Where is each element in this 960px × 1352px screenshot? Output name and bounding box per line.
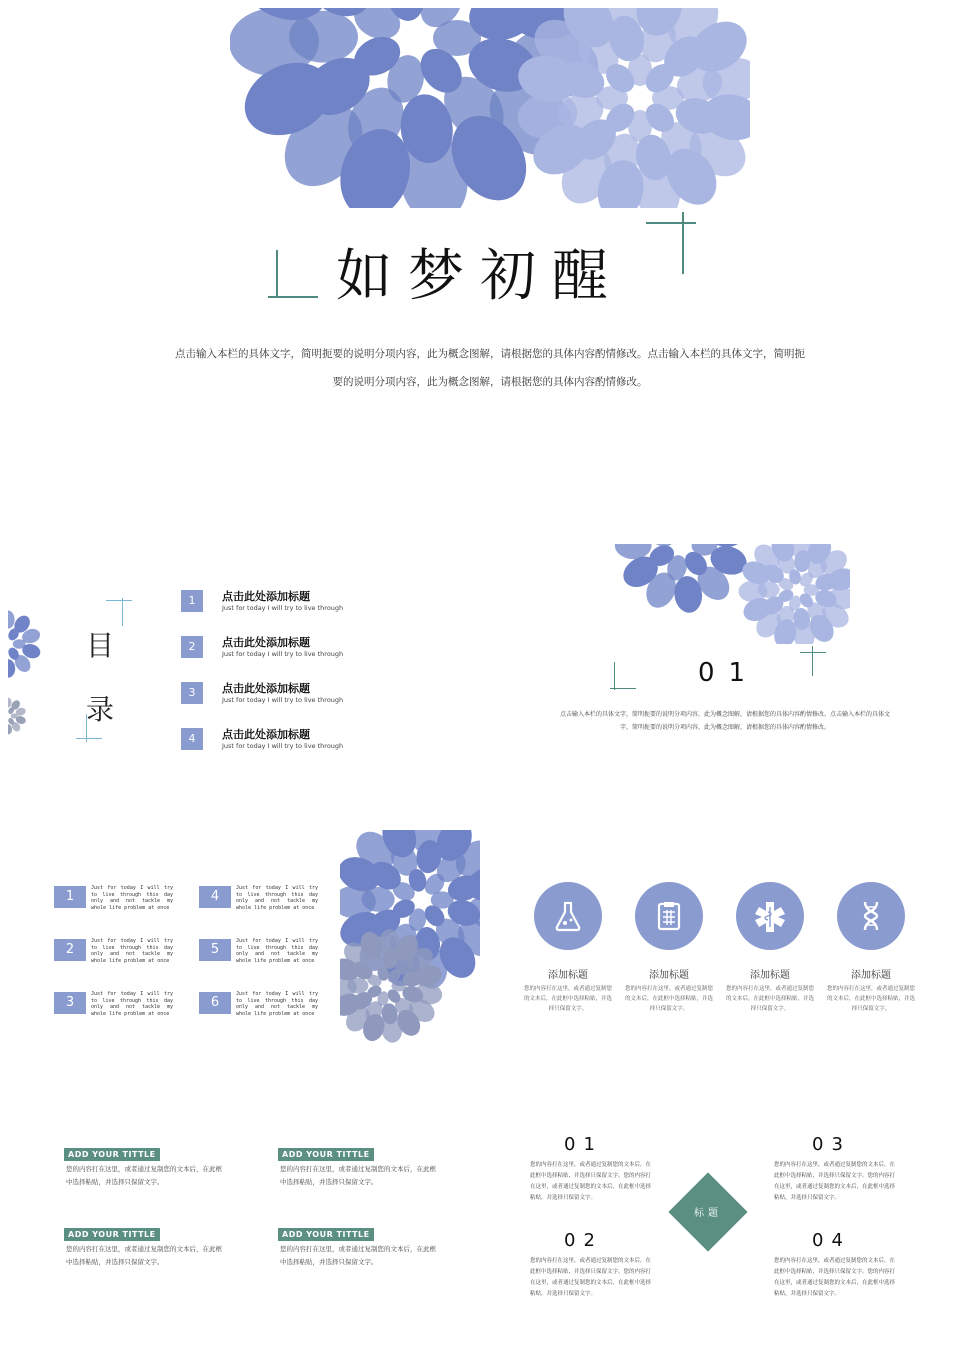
icons-slide (490, 830, 960, 1050)
icon-text: 您的内容打在这里，或者通过复制您的文本后，在此框中选择粘贴，并选择只保留文字。 (523, 986, 612, 1012)
grid-slide (0, 830, 480, 1050)
grid-number: 4 (199, 886, 231, 908)
toc-number: 3 (181, 682, 203, 704)
grid-text: Just for today I will try to live through this day only and not tackle my whole life problem at once (91, 885, 173, 911)
diamond-item-number: 02 (564, 1230, 603, 1251)
section-slide (490, 540, 960, 780)
grid-text: Just for today I will try to live through this day only and not tackle my whole life problem at once (236, 991, 318, 1017)
toc-number: 2 (181, 636, 203, 658)
section-number: 01 (698, 658, 760, 688)
corner-line (646, 222, 696, 224)
flower-petal (8, 697, 12, 707)
toc-number: 1 (181, 590, 203, 612)
icon-label: 添加标题 (548, 970, 588, 981)
icon-text: 您的内容打在这里，或者通过复制您的文本后，在此框中选择粘贴，并选择只保留文字。 (826, 986, 915, 1012)
toc-heading-bottom: 录 (86, 693, 115, 726)
diamond-item-text: 您的内容打在这里，或者通过复制您的文本后，在此框中选择粘贴，并选择只保留文字。您的内容打在这里，或者通过复制您的文本后，在此框中选择粘贴，并选择只保留文字。 (774, 1162, 896, 1201)
icon-circle (736, 882, 804, 950)
grid-number: 6 (199, 992, 231, 1014)
clipboard-icon (652, 899, 686, 933)
dna-icon (854, 899, 888, 933)
toc-item-subtitle: Just for today I will try to live through (222, 742, 344, 750)
tag-text: 您的内容打在这里，或者通过复制您的文本后，在此框中选择粘贴，并选择只保留文字。 (66, 1245, 222, 1266)
toc-item-subtitle: Just for today I will try to live through (222, 650, 344, 658)
icon-circle (635, 882, 703, 950)
icon-circle (837, 882, 905, 950)
toc-number: 4 (181, 728, 203, 750)
grid-number: 5 (199, 939, 231, 961)
diamond-item-number: 03 (812, 1134, 851, 1155)
grid-text: Just for today I will try to live through this day only and not tackle my whole life problem at once (236, 938, 318, 964)
tag-text: 您的内容打在这里，或者通过复制您的文本后，在此框中选择粘贴，并选择只保留文字。 (280, 1165, 436, 1186)
grid-number: 3 (54, 992, 86, 1014)
icon-text: 您的内容打在这里，或者通过复制您的文本后，在此框中选择粘贴，并选择只保留文字。 (624, 986, 713, 1012)
toc-item-subtitle: Just for today I will try to live through (222, 696, 344, 704)
icon-label: 添加标题 (750, 970, 790, 981)
toc-item-title: 点击此处添加标题 (222, 682, 310, 695)
medical-icon (753, 899, 787, 933)
toc-item-subtitle: Just for today I will try to live through (222, 604, 344, 612)
flower-petal (8, 610, 15, 629)
diamond-item-text: 您的内容打在这里，或者通过复制您的文本后，在此框中选择粘贴，并选择只保留文字。您的内容打在这里，或者通过复制您的文本后，在此框中选择粘贴，并选择只保留文字。 (530, 1258, 652, 1297)
toc-heading-top: 目 (86, 629, 115, 662)
tags-slide (0, 1100, 480, 1320)
grid-number: 1 (54, 886, 86, 908)
corner-line (76, 738, 102, 739)
icon-text: 您的内容打在这里，或者通过复制您的文本后，在此框中选择粘贴，并选择只保留文字。 (725, 986, 814, 1012)
toc-item-title: 点击此处添加标题 (222, 636, 310, 649)
flower-illustration-grid (340, 830, 480, 1050)
flower-illustration-large (230, 8, 750, 208)
cover-title: 如梦初醒 (336, 244, 624, 309)
tag-label: ADD YOUR TITTLE (278, 1228, 374, 1241)
section-description: 点击输入本栏的具体文字，简明扼要的说明分项内容，此为概念图解，请根据您的具体内容酌情修改。点击输入本栏的具体文字，简明扼要的说明分项内容，此为概念图解，请根据您的具体内容酌情修改。 (560, 711, 891, 731)
tag-label: ADD YOUR TITTLE (64, 1148, 160, 1161)
corner-line (614, 662, 615, 690)
icon-label: 添加标题 (649, 970, 689, 981)
corner-line (800, 652, 826, 653)
flask-icon (551, 899, 585, 933)
icon-circle (534, 882, 602, 950)
grid-number: 2 (54, 939, 86, 961)
diamond-label: 标题 (694, 1208, 722, 1219)
cover-description: 点击输入本栏的具体文字，简明扼要的说明分项内容，此为概念图解，请根据您的具体内容酌情修改。点击输入本栏的具体文字，简明扼要的说明分项内容，此为概念图解，请根据您的具体内容酌情修改。 (175, 348, 805, 388)
tag-label: ADD YOUR TITTLE (278, 1148, 374, 1161)
grid-text: Just for today I will try to live through this day only and not tackle my whole life problem at once (236, 885, 318, 911)
tag-text: 您的内容打在这里，或者通过复制您的文本后，在此框中选择粘贴，并选择只保留文字。 (66, 1165, 222, 1186)
tag-label: ADD YOUR TITTLE (64, 1228, 160, 1241)
grid-text: Just for today I will try to live through this day only and not tackle my whole life problem at once (91, 991, 173, 1017)
diamond-item-text: 您的内容打在这里，或者通过复制您的文本后，在此框中选择粘贴，并选择只保留文字。您的内容打在这里，或者通过复制您的文本后，在此框中选择粘贴，并选择只保留文字。 (774, 1258, 896, 1297)
flower-illustration-left (8, 596, 48, 746)
corner-line (812, 646, 813, 676)
toc-item-title: 点击此处添加标题 (222, 590, 310, 603)
flower-petal (8, 659, 15, 678)
diamond-slide (490, 1100, 960, 1320)
diamond-item-number: 04 (812, 1230, 851, 1251)
cover-slide (0, 0, 960, 500)
tag-text: 您的内容打在这里，或者通过复制您的文本后，在此框中选择粘贴，并选择只保留文字。 (280, 1245, 436, 1266)
corner-line (122, 598, 123, 626)
toc-item-title: 点击此处添加标题 (222, 728, 310, 741)
flower-petal (8, 724, 12, 734)
flower-illustration-section (600, 544, 850, 644)
diamond-item-number: 01 (564, 1134, 603, 1155)
grid-text: Just for today I will try to live through this day only and not tackle my whole life problem at once (91, 938, 173, 964)
icon-label: 添加标题 (851, 970, 891, 981)
toc-slide (8, 540, 478, 780)
corner-line (106, 600, 132, 601)
diamond-item-text: 您的内容打在这里，或者通过复制您的文本后，在此框中选择粘贴，并选择只保留文字。您的内容打在这里，或者通过复制您的文本后，在此框中选择粘贴，并选择只保留文字。 (530, 1162, 652, 1201)
corner-line (610, 688, 636, 689)
